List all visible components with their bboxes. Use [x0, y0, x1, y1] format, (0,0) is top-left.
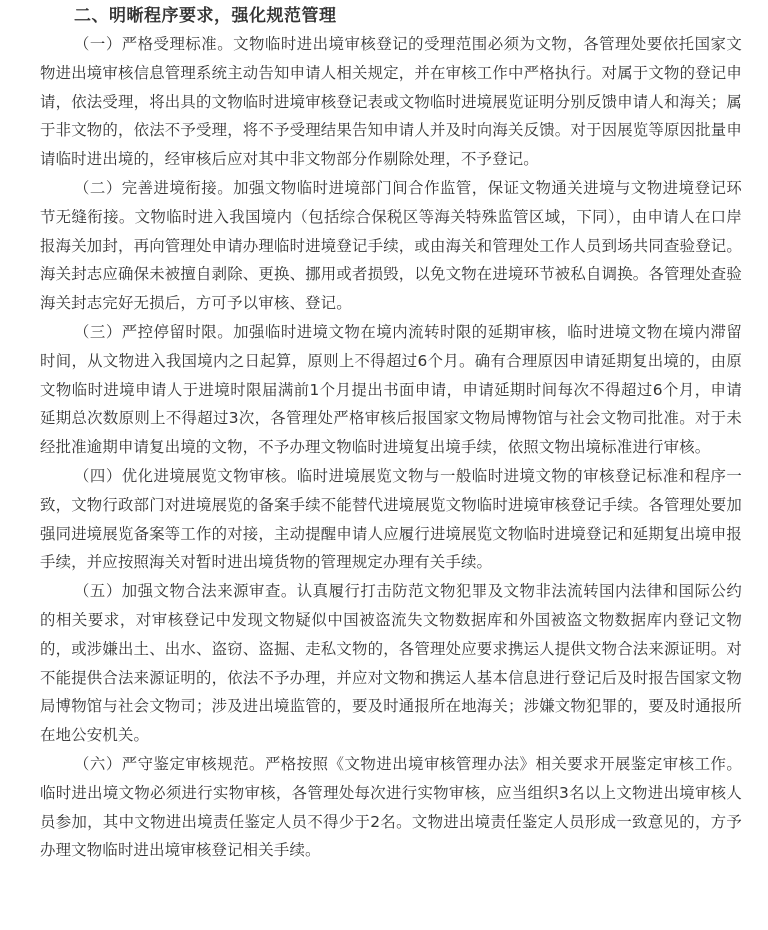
paragraph-appraisal-norms: （六）严守鉴定审核规范。严格按照《文物进出境审核管理办法》相关要求开展鉴定审核工作。临时进出境文物必须进行实物审核，各管理处每次进行实物审核，应当组织3名以上文物进出境审核人员参加，其中文物进出境责任鉴定人员不得少于2名。文物进出境责任鉴定人员形成一致意见的，方予办理文物临时进出境审核登记相关手续。 — [40, 754, 742, 860]
paragraph-acceptance-standard: （一）严格受理标准。文物临时进出境审核登记的受理范围必须为文物，各管理处要依托国家文物进出境审核信息管理系统主动告知申请人相关规定，并在审核工作中严格执行。对属于文物的登记申请，依法受理，将出具的文物临时进境审核登记表或文物临时进境展览证明分别反馈申请人和海关；属于非文物的，依法不予受理，将不予受理结果告知申请人并及时向海关反馈。对于因展览等原因批量申请临时进出境的，经审核后应对其中非文物部分作剔除处理，不予登记。 — [40, 35, 742, 169]
paragraph-legal-source-review: （五）加强文物合法来源审查。认真履行打击防范文物犯罪及文物非法流转国内法律和国际公约的相关要求，对审核登记中发现文物疑似中国被盗流失文物数据库和外国被盗文物数据库内登记文物的，或涉嫌出土、出水、盗窃、盗掘、走私文物的，各管理处应要求携运人提供文物合法来源证明。对不能提供合法来源证明的，依法不予办理，并应对文物和携运人基本信息进行登记后及时报告国家文物局博物馆与社会文物司；涉及进出境监管的，要及时通报所在地海关；涉嫌文物犯罪的，要及时通报所在地公安机关。 — [40, 582, 742, 745]
paragraph-stay-time-limit: （三）严控停留时限。加强临时进境文物在境内流转时限的延期审核，临时进境文物在境内滞留时间，从文物进入我国境内之日起算，原则上不得超过6个月。确有合理原因申请延期复出境的，由原文物临时进境申请人于进境时限届满前1个月提出书面申请，申请延期时间每次不得超过6个月，申请延期总次数原则上不得超过3次，各管理处严格审核后报国家文物局博物馆与社会文物司批准。对于未经批准逾期申请复出境的文物，不予办理文物临时进境复出境手续，依照文物出境标准进行审核。 — [40, 322, 742, 457]
paragraph-entry-connection: （二）完善进境衔接。加强文物临时进境部门间合作监管，保证文物通关进境与文物进境登记环节无缝衔接。文物临时进入我国境内（包括综合保税区等海关特殊监管区域，下同），由申请人在口岸报海关加封，再向管理处申请办理临时进境登记手续，或由海关和管理处工作人员到场共同查验登记。海关封志应确保未被擅自剥除、更换、挪用或者损毁，以免文物在进境环节被私自调换。各管理处查验海关封志完好无损后，方可予以审核、登记。 — [40, 178, 742, 313]
section-heading: 二、明晰程序要求，强化规范管理 — [74, 6, 337, 26]
paragraph-exhibition-review: （四）优化进境展览文物审核。临时进境展览文物与一般临时进境文物的审核登记标准和程序一致，文物行政部门对进境展览的备案手续不能替代进境展览文物临时进境审核登记手续。各管理处要加强同进境展览备案等工作的对接，主动提醒申请人应履行进境展览文物临时进境登记和延期复出境申报手续，并应按照海关对暂时进出境货物的管理规定办理有关手续。 — [40, 466, 742, 572]
